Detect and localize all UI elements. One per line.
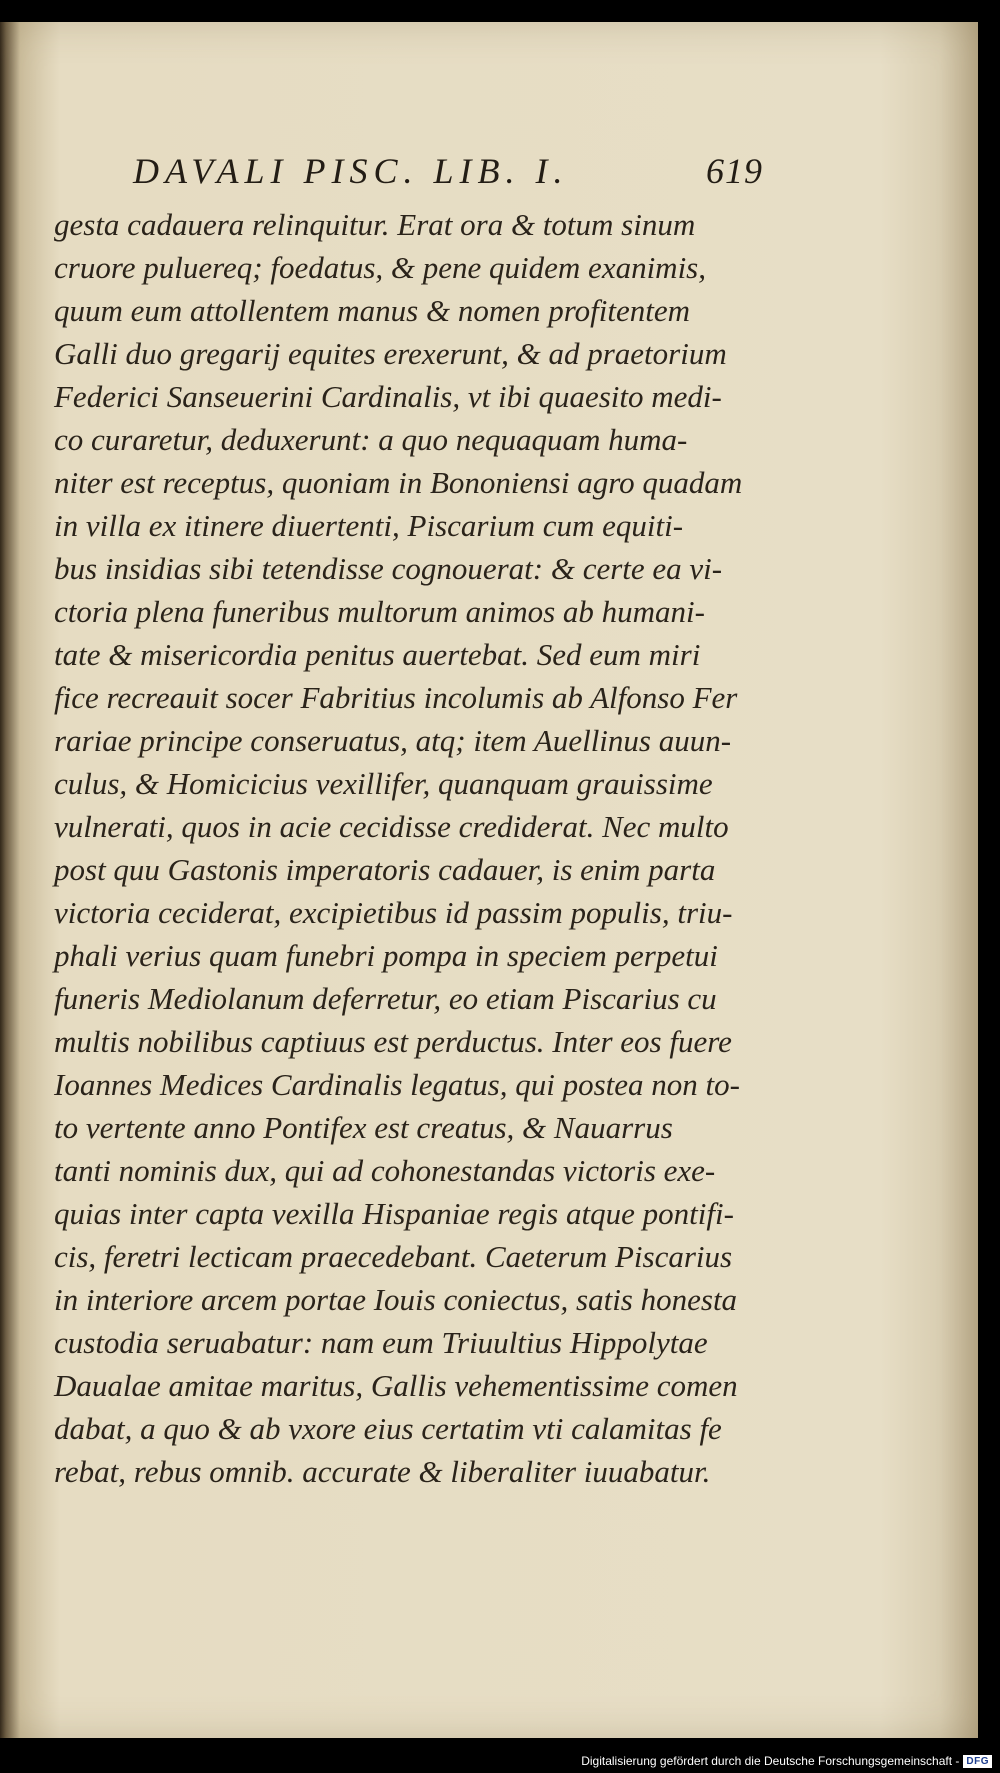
dfg-logo: DFG [963,1755,992,1768]
text-line: multis nobilibus captiuus est perductus. Inter eos fuere [54,1024,732,1059]
text-line: in villa ex itinere diuertenti, Piscarium cum equiti- [54,508,684,543]
text-line: gesta cadauera relinquitur. Erat ora & totum sinum [54,207,696,242]
text-line: rebat, rebus omnib. accurate & liberaliter iuuabatur. [54,1454,711,1489]
text-line: victoria ceciderat, excipietibus id passim populis, triu- [54,895,733,930]
text-line: cis, feretri lecticam praecedebant. Caeterum Piscarius [54,1239,733,1274]
text-line: quum eum attollentem manus & nomen profitentem [54,293,690,328]
text-line: in interiore arcem portae Iouis coniectus, satis honesta [54,1282,738,1317]
body-text [54,203,790,1493]
text-line: post quu Gastonis imperatoris cadauer, is enim parta [54,852,716,887]
text-line: ctoria plena funeribus multorum animos ab humani- [54,594,705,629]
text-line: Federici Sanseuerini Cardinalis, vt ibi quaesito medi- [54,379,722,414]
text-line: Galli duo gregarij equites erexerunt, & ad praetorium [54,336,727,371]
text-line: tate & misericordia penitus auertebat. Sed eum miri [54,637,701,672]
text-line: niter est receptus, quoniam in Bononiensi agro quadam [54,465,743,500]
running-header [133,150,763,190]
footer [581,1753,992,1769]
text-line: funeris Mediolanum deferretur, eo etiam Piscarius cu [54,981,717,1016]
text-line: culus, & Homicicius vexillifer, quanquam grauissime [54,766,713,801]
text-line: rariae principe conseruatus, atq; item Auellinus auun- [54,723,732,758]
book-page [0,22,978,1738]
text-line: fice recreauit socer Fabritius incolumis ab Alfonso Fer [54,680,738,715]
running-title: DAVALI PISC. LIB. I. [133,151,569,191]
text-line: custodia seruabatur: nam eum Triuultius Hippolytae [54,1325,708,1360]
text-line: quias inter capta vexilla Hispaniae regis atque pontifi- [54,1196,734,1231]
digitization-credit: Digitalisierung gefördert durch die Deutsche Forschungsgemeinschaft - [581,1754,960,1768]
text-line: phali verius quam funebri pompa in speciem perpetui [54,938,718,973]
text-line: co curaretur, deduxerunt: a quo nequaquam huma- [54,422,688,457]
text-line: bus insidias sibi tetendisse cognouerat: & certe ea vi- [54,551,723,586]
text-line: to vertente anno Pontifex est creatus, & Nauarrus [54,1110,673,1145]
text-line: Ioannes Medices Cardinalis legatus, qui postea non to- [54,1067,740,1102]
text-line: tanti nominis dux, qui ad cohonestandas victoris exe- [54,1153,716,1188]
page-number: 619 [706,151,763,191]
text-line: vulnerati, quos in acie cecidisse crediderat. Nec multo [54,809,729,844]
text-line: Daualae amitae maritus, Gallis vehementissime comen [54,1368,738,1403]
text-line: cruore puluereq; foedatus, & pene quidem exanimis, [54,250,706,285]
text-line: dabat, a quo & ab vxore eius certatim vti calamitas fe [54,1411,722,1446]
